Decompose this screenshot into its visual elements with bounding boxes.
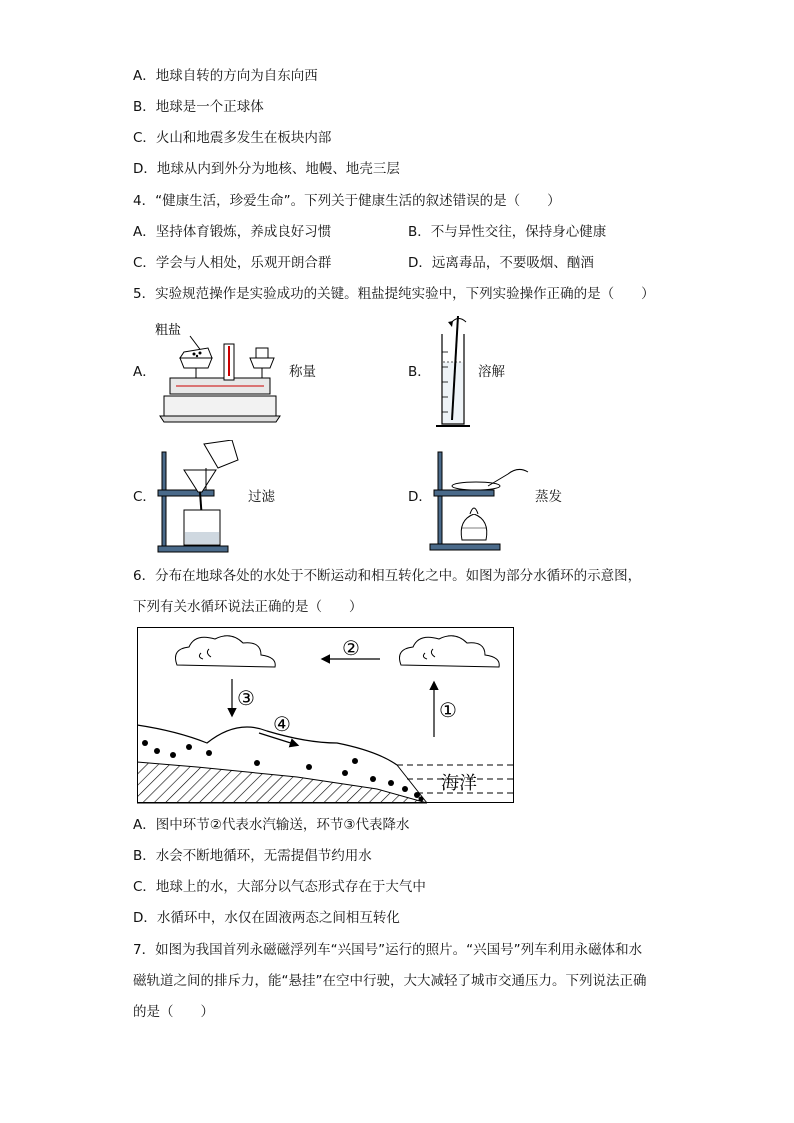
q4-option-d: D．远离毒品，不要吸烟、酗酒 [408,255,594,271]
q7-stem-line3: 的是（ ） [133,1004,214,1020]
q5-option-b: B． [408,364,431,380]
q6-option-c: C．地球上的水，大部分以气态形式存在于大气中 [133,879,426,895]
q4-stem: 4．“健康生活，珍爱生命”。下列关于健康生活的叙述错误的是（ ） [133,193,561,209]
q7-stem-line2: 磁轨道之间的排斥力，能“悬挂”在空中行驶，大大减轻了城市交通压力。下列说法正确 [133,973,647,989]
measuring-cylinder-figure [428,312,478,432]
q5-option-c: C． [133,489,156,505]
q6-stem-line1: 6．分布在地球各处的水处于不断运动和相互转化之中。如图为部分水循环的示意图， [133,568,642,584]
label-3-precipitation: ③ [237,686,255,710]
q3-option-a: A．地球自转的方向为自东向西 [133,68,318,84]
evaporation-label: 蒸发 [535,489,562,505]
q7-stem-line1: 7．如图为我国首列永磁磁浮列车“兴国号”运行的照片。“兴国号”列车利用永磁体和水 [133,942,643,958]
coarse-salt-label: 粗盐 [155,323,182,338]
label-4-runoff: ④ [273,712,291,736]
q3-option-d: D．地球从内到外分为地核、地幔、地壳三层 [133,161,400,177]
q5-option-a: A． [133,364,156,380]
q4-option-b: B．不与异性交往，保持身心健康 [408,224,607,240]
q3-option-b: B．地球是一个正球体 [133,99,264,115]
q6-stem-line2: 下列有关水循环说法正确的是（ ） [133,599,363,615]
balance-scale-figure [150,318,290,423]
q6-option-b: B．水会不断地循环，无需提倡节约用水 [133,848,372,864]
q6-option-d: D．水循环中，水仅在固液两态之间相互转化 [133,910,400,926]
q3-option-c: C．火山和地震多发生在板块内部 [133,130,332,146]
evaporation-figure [428,448,538,553]
q4-option-a: A．坚持体育锻炼，养成良好习惯 [133,224,332,240]
q6-option-a: A．图中环节②代表水汽输送，环节③代表降水 [133,817,410,833]
q5-option-d: D． [408,489,432,505]
dissolving-label: 溶解 [478,364,505,380]
weighing-label: 称量 [289,364,316,380]
q5-stem: 5．实验规范操作是实验成功的关键。粗盐提纯实验中，下列实验操作正确的是（ ） [133,286,655,302]
label-1-evaporation: ① [439,698,457,722]
label-2-vapor-transport: ② [342,636,360,660]
ocean-label: 海洋 [441,773,477,794]
water-cycle-diagram [137,627,515,804]
filtration-label: 过滤 [248,489,275,505]
q4-option-c: C．学会与人相处，乐观开朗合群 [133,255,332,271]
filtration-figure [150,440,250,555]
